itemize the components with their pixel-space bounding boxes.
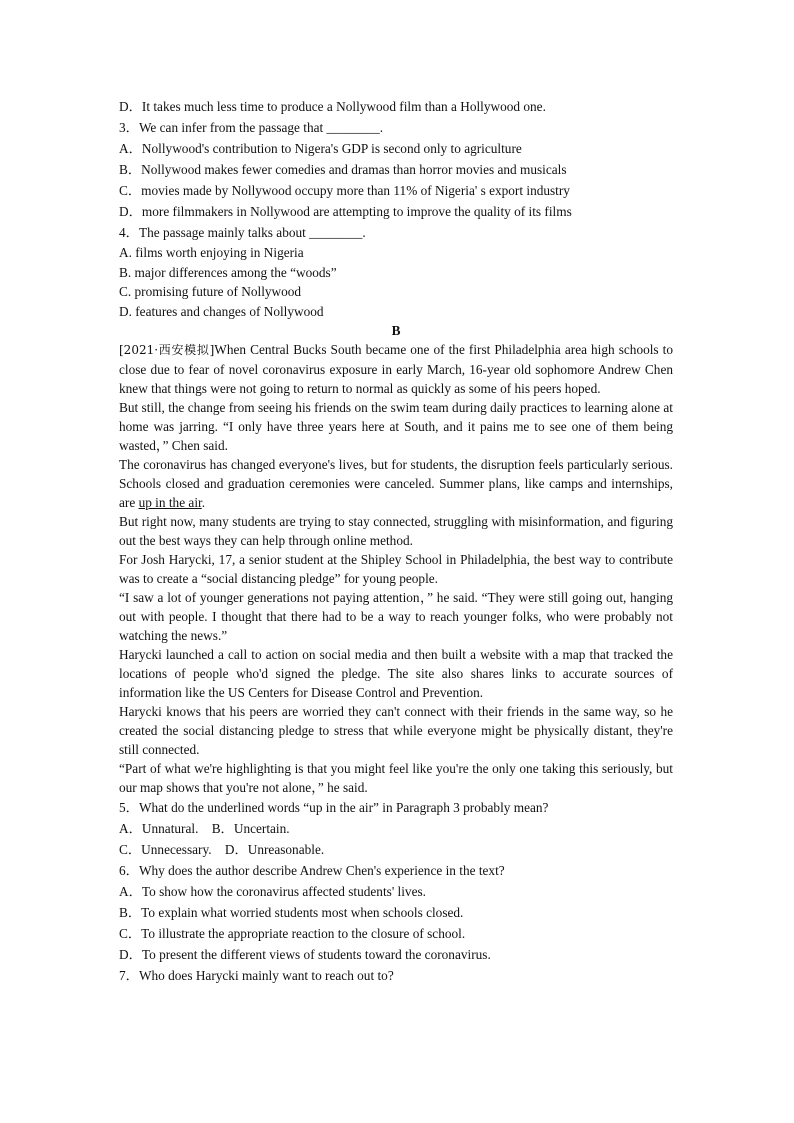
paragraph-1 [119,340,673,398]
answer-option: D．more filmmakers in Nollywood are attempting to improve the quality of its films [119,204,572,219]
paragraph-6: “I saw a lot of younger generations not paying attention，” he said. “They were still going out, hanging out with people. I thought that there had to be a way to reach younger folks, who were probably not watching the news.” [119,590,673,643]
answer-option: B．Nollywood makes fewer comedies and dramas than horror movies and musicals [119,162,567,177]
paragraph-3 [119,455,673,512]
paragraph-1-body: When Central Bucks South became one of the first Philadelphia area high schools to close due to fear of novel coronavirus exposure in early March, 16-year old sophomore Andrew Chen knew that things were not going to return to normal as quickly as some of his peers hoped. [119,342,673,396]
top-question-block [119,96,673,321]
underlined-phrase: up in the air [138,495,202,510]
answer-option: A. films worth enjoying in Nigeria [119,245,304,260]
paragraph-8: Harycki knows that his peers are worried they can't connect with their friends in the same way, so he created the social distancing pledge to stress that while everyone might be physically distant, they're still connected. [119,704,673,757]
paragraph-9: “Part of what we're highlighting is that you might feel like you're the only one taking this seriously, but our map shows that you're not alone，” he said. [119,761,673,795]
answer-option: C. promising future of Nollywood [119,284,302,299]
answer-option: D. features and changes of Nollywood [119,303,324,319]
answer-option: B. major differences among the “woods” [119,264,337,280]
paragraph-4: But right now, many students are trying to stay connected, struggling with misinformation, and figuring out the best ways they can help through online method. [119,514,673,548]
answer-option: C．Unnecessary. D．Unreasonable. [119,842,325,857]
source-tag: [2021·西安模拟] [119,343,215,357]
question-stem: 7．Who does Harycki mainly want to reach out to? [119,968,394,983]
answer-option: A．Nollywood's contribution to Nigera's GDP is second only to agriculture [119,141,522,156]
paragraph-2: But still, the change from seeing his friends on the swim team during daily practices to learning alone at home was jarring. “I only have three years here at South, and it pains me to see one of them being wasted，” Chen said. [119,400,673,453]
paragraph-3-before: The coronavirus has changed everyone's lives, but for students, the disruption feels particularly serious. Schools closed and graduation ceremonies were canceled. Summer plans, like camps and internships, are [119,457,673,510]
paragraph-3-after: . [201,495,206,510]
paragraph-5: For Josh Harycki, 17, a senior student at the Shipley School in Philadelphia, the best way to contribute was to create a “social distancing pledge” for young people. [119,552,673,586]
answer-option: A．To show how the coronavirus affected students' lives. [119,884,426,899]
answer-option: C．To illustrate the appropriate reaction to the closure of school. [119,926,466,941]
answer-option: C．movies made by Nollywood occupy more than 11% of Nigeria' s export industry [119,183,570,198]
question-block [119,797,673,986]
question-stem: 3．We can infer from the passage that ________. [119,120,384,135]
question-stem: 6．Why does the author describe Andrew Chen's experience in the text? [119,863,505,878]
worksheet-page [119,96,673,986]
answer-option: B．To explain what worried students most when schools closed. [119,905,464,920]
answer-option: D．It takes much less time to produce a Nollywood film than a Hollywood one. [119,99,546,114]
question-stem: 5．What do the underlined words “up in the air” in Paragraph 3 probably mean? [119,800,549,815]
reading-passage [119,340,673,797]
section-heading: B [391,323,401,338]
question-stem: 4．The passage mainly talks about ________. [119,225,366,240]
answer-option: D．To present the different views of students toward the coronavirus. [119,947,491,962]
answer-option: A．Unnatural. B．Uncertain. [119,821,290,836]
paragraph-7: Harycki launched a call to action on social media and then built a website with a map that tracked the locations of people who'd signed the pledge. The site also shares links to accurate sources of information like the US Centers for Disease Control and Prevention. [119,647,673,700]
